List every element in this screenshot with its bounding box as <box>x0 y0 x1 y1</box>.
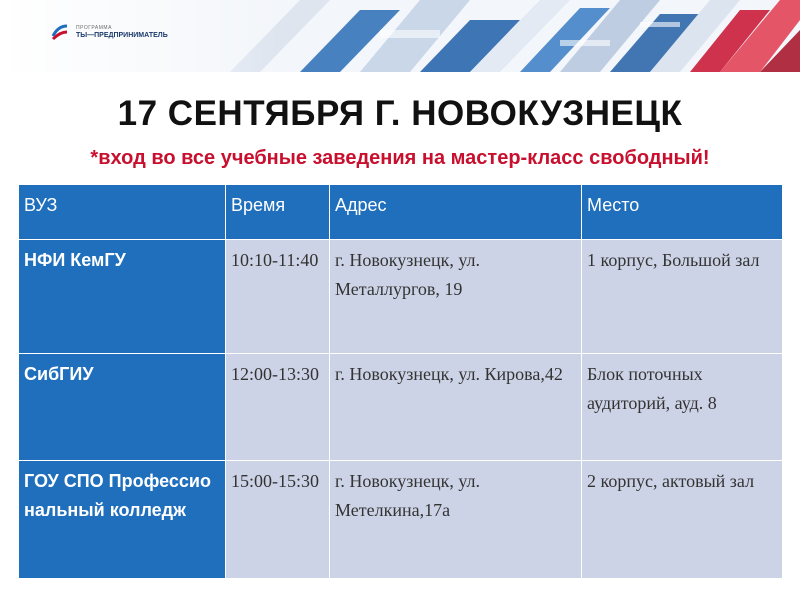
program-logo <box>50 14 190 50</box>
cell-place: 1 корпус, Большой зал <box>582 240 783 354</box>
header-time: Время <box>226 185 330 240</box>
logo-small-label: ПРОГРАММА <box>76 24 112 31</box>
cell-address: г. Новокузнецк, ул. Металлургов, 19 <box>330 240 582 354</box>
cell-time: 15:00-15:30 <box>226 461 330 579</box>
cell-place: 2 корпус, актовый зал <box>582 461 783 579</box>
header-banner <box>0 0 800 72</box>
table-row <box>19 240 783 354</box>
entry-note: *вход во все учебные заведения на мастер-класс свободный! <box>90 147 710 169</box>
table-header-row <box>19 185 783 240</box>
cell-address: г. Новокузнецк, ул. Кирова,42 <box>330 354 582 461</box>
logo-name: ТЫ—ПРЕДПРИНИМАТЕЛЬ <box>76 31 168 39</box>
cell-university: ГОУ СПО Профессиональный колледж <box>19 461 226 579</box>
schedule-table <box>18 184 783 579</box>
header-address: Адрес <box>330 185 582 240</box>
page-title: 17 СЕНТЯБРЯ Г. НОВОКУЗНЕЦК <box>117 94 683 133</box>
cell-place: Блок поточных аудиторий, ауд. 8 <box>582 354 783 461</box>
table-row <box>19 354 783 461</box>
cell-address: г. Новокузнецк, ул. Метелкина,17а <box>330 461 582 579</box>
cell-university: СибГИУ <box>19 354 226 461</box>
table-row <box>19 461 783 579</box>
header-university: ВУЗ <box>19 185 226 240</box>
cell-time: 12:00-13:30 <box>226 354 330 461</box>
logo-mark-icon <box>50 22 70 42</box>
cell-time: 10:10-11:40 <box>226 240 330 354</box>
header-place: Место <box>582 185 783 240</box>
cell-university: НФИ КемГУ <box>19 240 226 354</box>
